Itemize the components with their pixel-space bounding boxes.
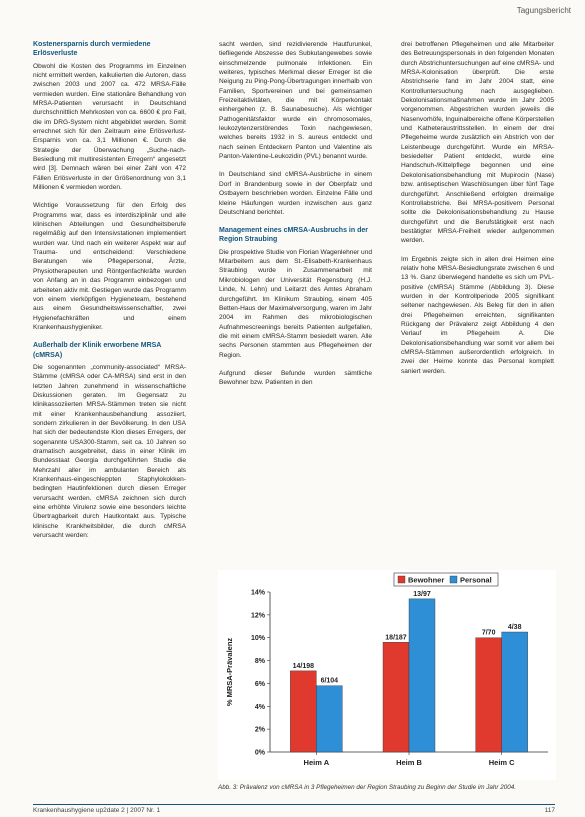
heading-straubing: Management eines cMRSA-Ausbruchs in der Region Straubing — [219, 227, 368, 244]
paragraph: drei betroffenen Pflegeheimen und alle Mitarbeiter des Betreuungspersonals in den folgenden Monaten durch Abstrichuntersuchungen auf eine cMRSA- und MRSA-Kolonisation überprüft. Die erste Abstrichserie fand im Jahr 2004 statt, eine Kontrolluntersuchung nach ausgeglieben. Dekolonisationsmaßnahmen wurde im Jahr 2005 vorgenommen. Abgestrichen wurden jeweils die Nasenvorhöfe, Inguinalbereiche offene Körperstellen und Katheteraustrittsstellen. In einem der drei Pflegeheime wurde zusätzlich ein Abstrich von der Leistenbeuge durchgeführt. Wurde ein MRSA-besiedelter Patient entdeckt, wurde eine Handschuh-/Kittelpflege begonnen und eine Dekolonisationsbehandlung mit Mupirocin (Nase) bzw. antiseptischen Waschlösungen über fünf Tage durchgeführt. Anschließend erfolgten dreimalige Kontrollabstriche. Bei MRSA-positivem Personal sollte die Dekolonisationsbehandlung zu Hause durchgeführt und die Berufstätigkeit erst nach bestätigter MRSA-Freiheit wieder aufgenommen werden. — [401, 41, 554, 245]
running-head: Tagungsbericht — [516, 6, 571, 15]
page-number: 117 — [544, 807, 555, 814]
bar-personal-1 — [409, 599, 435, 752]
column-1 — [33, 40, 186, 549]
y-tick-label: 0% — [254, 749, 265, 757]
journal-name: Krankenhaushygiene up2date 2 | 2007 Nr. 1 — [33, 807, 161, 814]
legend-swatch-personal — [450, 576, 457, 583]
bar-chart — [218, 570, 556, 780]
paragraph: Obwohl die Kosten des Programms im Einzelnen nicht ermittelt werden, kalkulierten die Autoren, dass zwischen 2003 und 2007 ca. 472 MRSA-Fälle vermieden wurden. Eine stationäre Behandlung von MRSA-Patienten verursacht in Deutschland durchschnittlich Mehrkosten von ca. 6600 € pro Fall, die im DRG-System nicht abgebildet werden. Somit errechnet sich für den Zeitraum eine Erlösverlust-Ersparnis von ca. 3,1 Millionen €. Durch die Strategie der Überwachung „Suche-nach-Besiedlung mit multiresistenten Erregern“ angesetzt wird [3]. Demnach wären bei einer Zahl von 472 Fällen Erlösverluste in der Größenordnung von 3,1 Millionen € vermieden worden. — [33, 62, 186, 192]
data-label: 14/198 — [292, 662, 315, 670]
y-tick-label: 6% — [254, 680, 265, 688]
paragraph: In Deutschland sind cMRSA-Ausbrüche in einem Dorf in Brandenburg sowie in der Oberpfalz und Ostbayern beschrieben worden. Einzelne Fälle und kleine Häufungen wurden inzwischen aus ganz Deutschland berichtet. — [219, 171, 372, 216]
data-label: 18/187 — [385, 634, 407, 642]
x-tick-label: Heim B — [396, 758, 422, 767]
data-label: 7/70 — [481, 629, 496, 637]
y-tick-label: 12% — [250, 612, 265, 620]
page-footer — [33, 804, 555, 814]
y-tick-label: 8% — [254, 658, 265, 666]
figure-chart — [218, 570, 556, 780]
bar-bewohner-0 — [290, 671, 316, 752]
legend-swatch-bewohner — [398, 576, 405, 583]
y-axis-label: % MRSA-Prävalenz — [225, 637, 234, 707]
y-tick-label: 2% — [254, 726, 265, 734]
paragraph: sacht werden, sind rezidivierende Hautfurunkel, tiefliegende Abszesse des Subkutangewebes sowie einschmelzende pulmonale Infektionen. Ein weiteres, typisches Merkmal dieser Erreger ist die Neigung zu Ping-Pong-Übertragungen innerhalb von Familien, Sportvereinen und bei gemeinsamen Freizeitaktivitäten, die mit Körperkontakt einhergehen (z. B. Saunabesuche). Als wichtiger Pathogenitätsfaktor wurde ein chromosomales, leukozytenzerstörendes Toxin nachgewiesen, welches bereits 1932 in S. aureus entdeckt und nach seinen Entdeckern Panton und Valentine als Panton-Valentine-Leukozidin (PVL) benannt wurde. — [219, 41, 372, 161]
bar-bewohner-1 — [383, 642, 409, 752]
y-tick-label: 4% — [254, 703, 265, 711]
bar-personal-2 — [502, 632, 528, 752]
paragraph: Wichtige Voraussetzung für den Erfolg des Programms war, dass es interdisziplinär und alle klinischen Abteilungen und Gesundheitsberufe regelmäßig auf den Intensivstationen implementiert wurden war. Und nach ein weiterer Aspekt war auf Trauma- und entscheidend: Verschiedene Beratungen wie Pflegepersonal, Ärzte, Physiotherapeuten und Röntgenfachkräfte wurden von Anfang an in das Programm einbezogen und arbeiteten aktiv mit. Gestiegen wurde das Programm von einem vierköpfigen Hygieneteam, bestehend aus einem Gesundheitswissenschaftler, zwei Hygienefachkräften und einem Krankenhaushygieniker. — [33, 202, 186, 331]
paragraph: Die sogenannten „community-associated“ MRSA-Stämme (cMRSA oder CA-MRSA) sind erst in den letzten Jahren zunehmend in wissenschaftliche Diskussionen geraten. Im Gegensatz zu klinikassoziierten MRSA-Stämmen treten sie nicht mit einer Krankenhausbehandlung assoziiert, sondern zirkulieren in der Bevölkerung. In den USA hat sich der bedeutendste Klon dieses Erregers, der sogenannte USA300-Stamm, seit ca. 10 Jahren so dramatisch ausgebreitet, dass in einer Klinik im Bundesstaat Georgia durchgeführten Studie die Mehrzahl aller im ambulanten Bereich als Krankenhaus-eingeschleppten Staphylokokken-bedingten Hautinfektionen durch diesen Erreger verursacht werden. cMRSA zeichnen sich durch eine erhöhte Virulenz sowie eine besonders leichte Übertragbarkeit durch Hautkontakt aus. Typische klinische Krankheitsbilder, die durch cMRSA verursacht werden: — [33, 363, 186, 539]
paragraph: Die prospektive Studie von Florian Wagenlehner und Mitarbeitern aus dem St.-Elisabeth-Krankenhaus Straubing wurde in Zusammenarbeit mit Mikrobiologen der Universität Regensburg (H.J. Linde, N. Lehn) und Leitarzt des Amtes Abraham durchgeführt. Im Klinikum Straubing, einem 405 Betten-Haus der Maximalversorgung, waren im Jahr 2004 im Rahmen des mikrobiologischen Aufnahmescreenings bereits Patienten aufgefallen, die mit einem cMRSA-Stamm besiedelt waren. Alle sechs Personen stammten aus Pflegeheimen der Region. — [219, 248, 372, 359]
bar-bewohner-2 — [476, 638, 502, 752]
paragraph: Im Ergebnis zeigte sich in allen drei Heimen eine relativ hohe MRSA-Besiedlungsrate zwischen 6 und 13 %. Ganz überwiegend handelte es sich um PVL-positive (cMRSA) Stämme (Abbildung 3). Diese wurden in der Kontrollperiode 2005 signifikant seltener nachgewiesen. Als Beleg für den in allen drei Pflegeheimen erreichten, signifikanten Rückgang der Prävalenz zeigt Abbildung 4 den Verlauf im Pflegeheim A. Die Dekolonisationsbehandlung war somit vor allem bei cMRSA-Stämmen außerordentlich erfolgreich. In zwei der Heime konnte das Personal komplett saniert werden. — [401, 255, 554, 375]
data-label: 6/104 — [320, 677, 339, 685]
heading-kostenersparnis: Kostenersparnis durch vermiedene Erlösverluste — [33, 41, 151, 58]
bar-personal-0 — [316, 686, 342, 752]
y-tick-label: 10% — [250, 635, 265, 643]
x-tick-label: Heim A — [303, 758, 330, 767]
legend-label: Personal — [460, 575, 492, 585]
data-label: 4/38 — [507, 624, 522, 631]
data-label: 13/97 — [413, 590, 431, 598]
x-tick-label: Heim C — [488, 758, 515, 767]
heading-cmrsa: Außerhalb der Klinik erworbene MRSA (cMRSA) — [33, 342, 162, 359]
paragraph: Aufgrund dieser Befunde wurden sämtliche Bewohner bzw. Patienten in den — [219, 369, 372, 387]
legend-label: Bewohner — [408, 575, 445, 585]
figure-caption: Abb. 3: Prävalenz von cMRSA in 3 Pflegeheimen der Region Straubing zu Beginn der Studie im Jahr 2004. — [218, 784, 516, 791]
y-tick-label: 14% — [250, 589, 265, 597]
column-3 — [401, 40, 554, 385]
column-2 — [219, 40, 372, 397]
